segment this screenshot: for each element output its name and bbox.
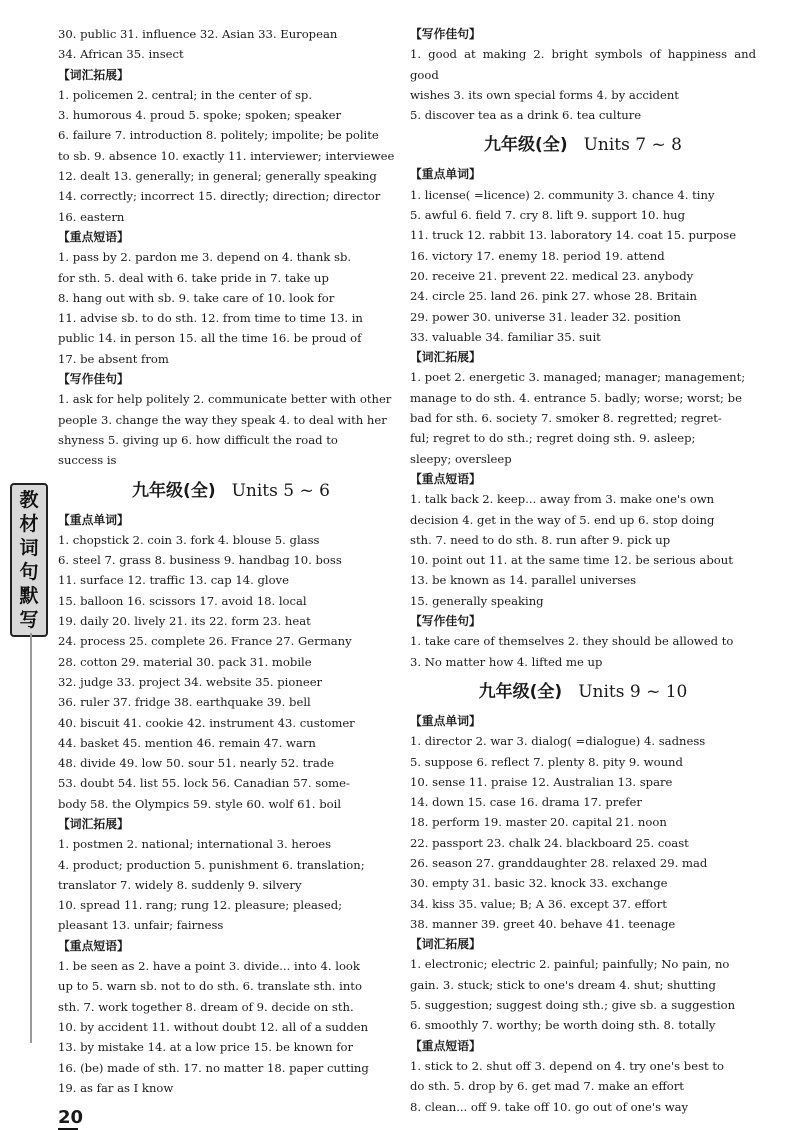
answer-line: 36. ruler 37. fridge 38. earthquake 39. bell [58,695,311,710]
answer-line: 24. process 25. complete 26. France 27. Germany [58,634,352,649]
answer-line: 1. be seen as 2. have a point 3. divide... into 4. look [58,959,360,974]
right-column [410,24,756,1117]
answer-line: 13. by mistake 14. at a low price 15. be known for [58,1040,354,1055]
answer-line: 16. eastern [58,209,125,224]
section-heading: 【重点短语】 [58,229,129,244]
section-heading: 【词汇拓展】 [58,67,129,82]
answer-line: 3. No matter how 4. lifted me up [410,654,603,669]
answer-line: 17. be absent from [58,351,169,366]
answer-line: to sb. 9. absence 10. exactly 11. interviewer; interviewee [58,148,395,163]
section-heading: 【重点单词】 [410,713,481,728]
section-heading: 【词汇拓展】 [410,937,481,952]
answer-line: for sth. 5. deal with 6. take pride in 7. take up [58,270,329,285]
answer-line: 16. victory 17. enemy 18. period 19. attend [410,248,665,263]
answer-line: 5. suppose 6. reflect 7. plenty 8. pity 9. wound [410,754,683,769]
answer-line: sleepy; oversleep [410,451,512,466]
answer-line: 33. valuable 34. familiar 35. suit [410,329,601,344]
answer-line: 5. awful 6. field 7. cry 8. lift 9. support 10. hug [410,208,686,223]
answer-line: do sth. 5. drop by 6. get mad 7. make an effort [410,1079,684,1094]
answer-line: 53. doubt 54. list 55. lock 56. Canadian 57. some- [58,776,350,791]
answer-line: 1. good at making 2. bright symbols of happiness and good [410,47,756,82]
side-tab-char: 教 [19,489,39,511]
answer-line: 10. by accident 11. without doubt 12. all of a sudden [58,1019,369,1034]
answer-line: gain. 3. stuck; stick to one's dream 4. shut; shutting [410,977,716,992]
answer-line: 20. receive 21. prevent 22. medical 23. anybody [410,268,694,283]
unit-heading [58,476,404,506]
answer-line: decision 4. get in the way of 5. end up 6. stop doing [410,512,715,527]
answer-line: 5. suggestion; suggest doing sth.; give sb. a suggestion [410,998,736,1013]
answer-line: 48. divide 49. low 50. sour 51. nearly 52. trade [58,756,335,771]
answer-line: 5. discover tea as a drink 6. tea culture [410,108,642,123]
answer-line: 26. season 27. granddaughter 28. relaxed 29. mad [410,855,708,870]
answer-line: 8. clean... off 9. take off 10. go out of one's way [410,1099,689,1114]
section-heading: 【重点短语】 [410,1038,481,1053]
section-heading: 【写作佳句】 [58,372,129,387]
answer-line: 1. take care of themselves 2. they should be allowed to [410,634,734,649]
side-tab-char: 材 [19,513,39,535]
answer-line: 10. sense 11. praise 12. Australian 13. spare [410,774,673,789]
answer-line: 14. down 15. case 16. drama 17. prefer [410,795,642,810]
answer-line: 3. humorous 4. proud 5. spoke; spoken; speaker [58,108,341,123]
answer-line: 11. surface 12. traffic 13. cap 14. glove [58,573,289,588]
answer-line: public 14. in person 15. all the time 16. be proud of [58,331,362,346]
answer-line: 1. stick to 2. shut off 3. depend on 4. try one's best to [410,1058,725,1073]
answer-line: ful; regret to do sth.; regret doing sth. 9. asleep; [410,431,696,446]
page-number: 20 [58,1107,84,1128]
answer-line: 1. license( =licence) 2. community 3. chance 4. tiny [410,187,715,202]
answer-line: 1. pass by 2. pardon me 3. depend on 4. thank sb. [58,250,352,265]
side-tab-char: 句 [19,561,39,583]
unit-heading-grade: 九年级(全) [478,681,563,702]
answer-line: 1. ask for help politely 2. communicate better with other [58,392,392,407]
answer-line: 19. as far as I know [58,1080,174,1095]
answer-line: shyness 5. giving up 6. how difficult the road to [58,432,338,447]
answer-line: 29. power 30. universe 31. leader 32. position [410,309,681,324]
answer-line: 1. electronic; electric 2. painful; painfully; No pain, no [410,957,730,972]
answer-line: 15. balloon 16. scissors 17. avoid 18. local [58,593,307,608]
answer-line: 15. generally speaking [410,593,544,608]
answer-line: 11. truck 12. rabbit 13. laboratory 14. coat 15. purpose [410,228,737,243]
answer-line: pleasant 13. unfair; fairness [58,918,224,933]
side-tab-char: 默 [19,585,39,607]
answer-line: 11. advise sb. to do sth. 12. from time to time 13. in [58,311,363,326]
answer-line: 1. poet 2. energetic 3. managed; manager; management; [410,370,746,385]
answer-line: 24. circle 25. land 26. pink 27. whose 28. Britain [410,289,697,304]
answer-line: bad for sth. 6. society 7. smoker 8. regretted; regret- [410,411,722,426]
answer-line: 14. correctly; incorrect 15. directly; direction; director [58,189,381,204]
side-tab-char: 词 [19,537,39,559]
answer-line: 6. failure 7. introduction 8. politely; impolite; be polite [58,128,379,143]
answer-line: 28. cotton 29. material 30. pack 31. mobile [58,654,312,669]
section-heading: 【重点短语】 [410,471,481,486]
answer-line: 1. policemen 2. central; in the center of sp. [58,87,313,102]
side-divider-line [30,633,32,1043]
answer-line: success is [58,453,117,468]
answer-line: sth. 7. need to do sth. 8. run after 9. pick up [410,532,671,547]
side-tab-char: 写 [19,609,39,631]
side-tab [10,483,48,637]
answer-line: 6. steel 7. grass 8. business 9. handbag 10. boss [58,553,342,568]
answer-line: 12. dealt 13. generally; in general; generally speaking [58,169,377,184]
answer-line: 8. hang out with sb. 9. take care of 10. look for [58,290,335,305]
answer-line: 34. African 35. insect [58,47,184,62]
answer-line: 1. chopstick 2. coin 3. fork 4. blouse 5. glass [58,532,320,547]
answer-line: sth. 7. work together 8. dream of 9. decide on sth. [58,999,354,1014]
unit-heading-units: Units 5 ~ 6 [231,480,330,501]
section-heading: 【写作佳句】 [410,27,481,41]
answer-line: 32. judge 33. project 34. website 35. pioneer [58,674,323,689]
section-heading: 【词汇拓展】 [410,350,481,365]
answer-line: 10. spread 11. rang; rung 12. pleasure; pleased; [58,898,343,913]
unit-heading-grade: 九年级(全) [484,135,568,156]
section-heading: 【重点短语】 [58,938,129,953]
answer-line: 40. biscuit 41. cookie 42. instrument 43. customer [58,715,355,730]
section-heading: 【重点单词】 [58,512,129,527]
answer-line: up to 5. warn sb. not to do sth. 6. translate sth. into [58,979,362,994]
answer-line: 16. (be) made of sth. 17. no matter 18. paper cutting [58,1060,369,1075]
answer-line: 30. empty 31. basic 32. knock 33. exchange [410,876,668,891]
answer-line: 30. public 31. influence 32. Asian 33. European [58,27,338,41]
answer-line: 6. smoothly 7. worthy; be worth doing sth. 8. totally [410,1018,716,1033]
unit-heading [410,130,756,160]
answer-line: 13. be known as 14. parallel universes [410,573,637,588]
unit-heading [410,677,756,707]
section-heading: 【重点单词】 [410,167,481,182]
answer-line: 19. daily 20. lively 21. its 22. form 23. heat [58,614,311,629]
answer-line: 44. basket 45. mention 46. remain 47. warn [58,735,316,750]
answer-line: 18. perform 19. master 20. capital 21. noon [410,815,667,830]
answer-line: wishes 3. its own special forms 4. by accident [410,87,679,102]
answer-line: 4. product; production 5. punishment 6. translation; [58,857,365,872]
unit-heading-grade: 九年级(全) [132,480,216,501]
answer-line: 10. point out 11. at the same time 12. be serious about [410,553,733,568]
section-heading: 【词汇拓展】 [58,816,129,831]
answer-line: 1. postmen 2. national; international 3. heroes [58,837,332,852]
answer-line: 1. talk back 2. keep... away from 3. make one's own [410,492,715,507]
answer-line: translator 7. widely 8. suddenly 9. silvery [58,877,302,892]
answer-line: 22. passport 23. chalk 24. blackboard 25. coast [410,835,689,850]
unit-heading-units: Units 9 ~ 10 [578,681,688,702]
answer-line: 34. kiss 35. value; B; A 36. except 37. effort [410,896,667,911]
answer-line: manage to do sth. 4. entrance 5. badly; worse; worst; be [410,390,742,405]
answer-line: 1. director 2. war 3. dialog( =dialogue) 4. sadness [410,734,706,749]
left-column [58,24,404,1098]
answer-line: people 3. change the way they speak 4. to deal with her [58,412,387,427]
answer-line: 38. manner 39. greet 40. behave 41. teenage [410,916,676,931]
unit-heading-units: Units 7 ~ 8 [583,135,682,156]
section-heading: 【写作佳句】 [410,614,481,629]
answer-line: body 58. the Olympics 59. style 60. wolf 61. boil [58,796,342,811]
